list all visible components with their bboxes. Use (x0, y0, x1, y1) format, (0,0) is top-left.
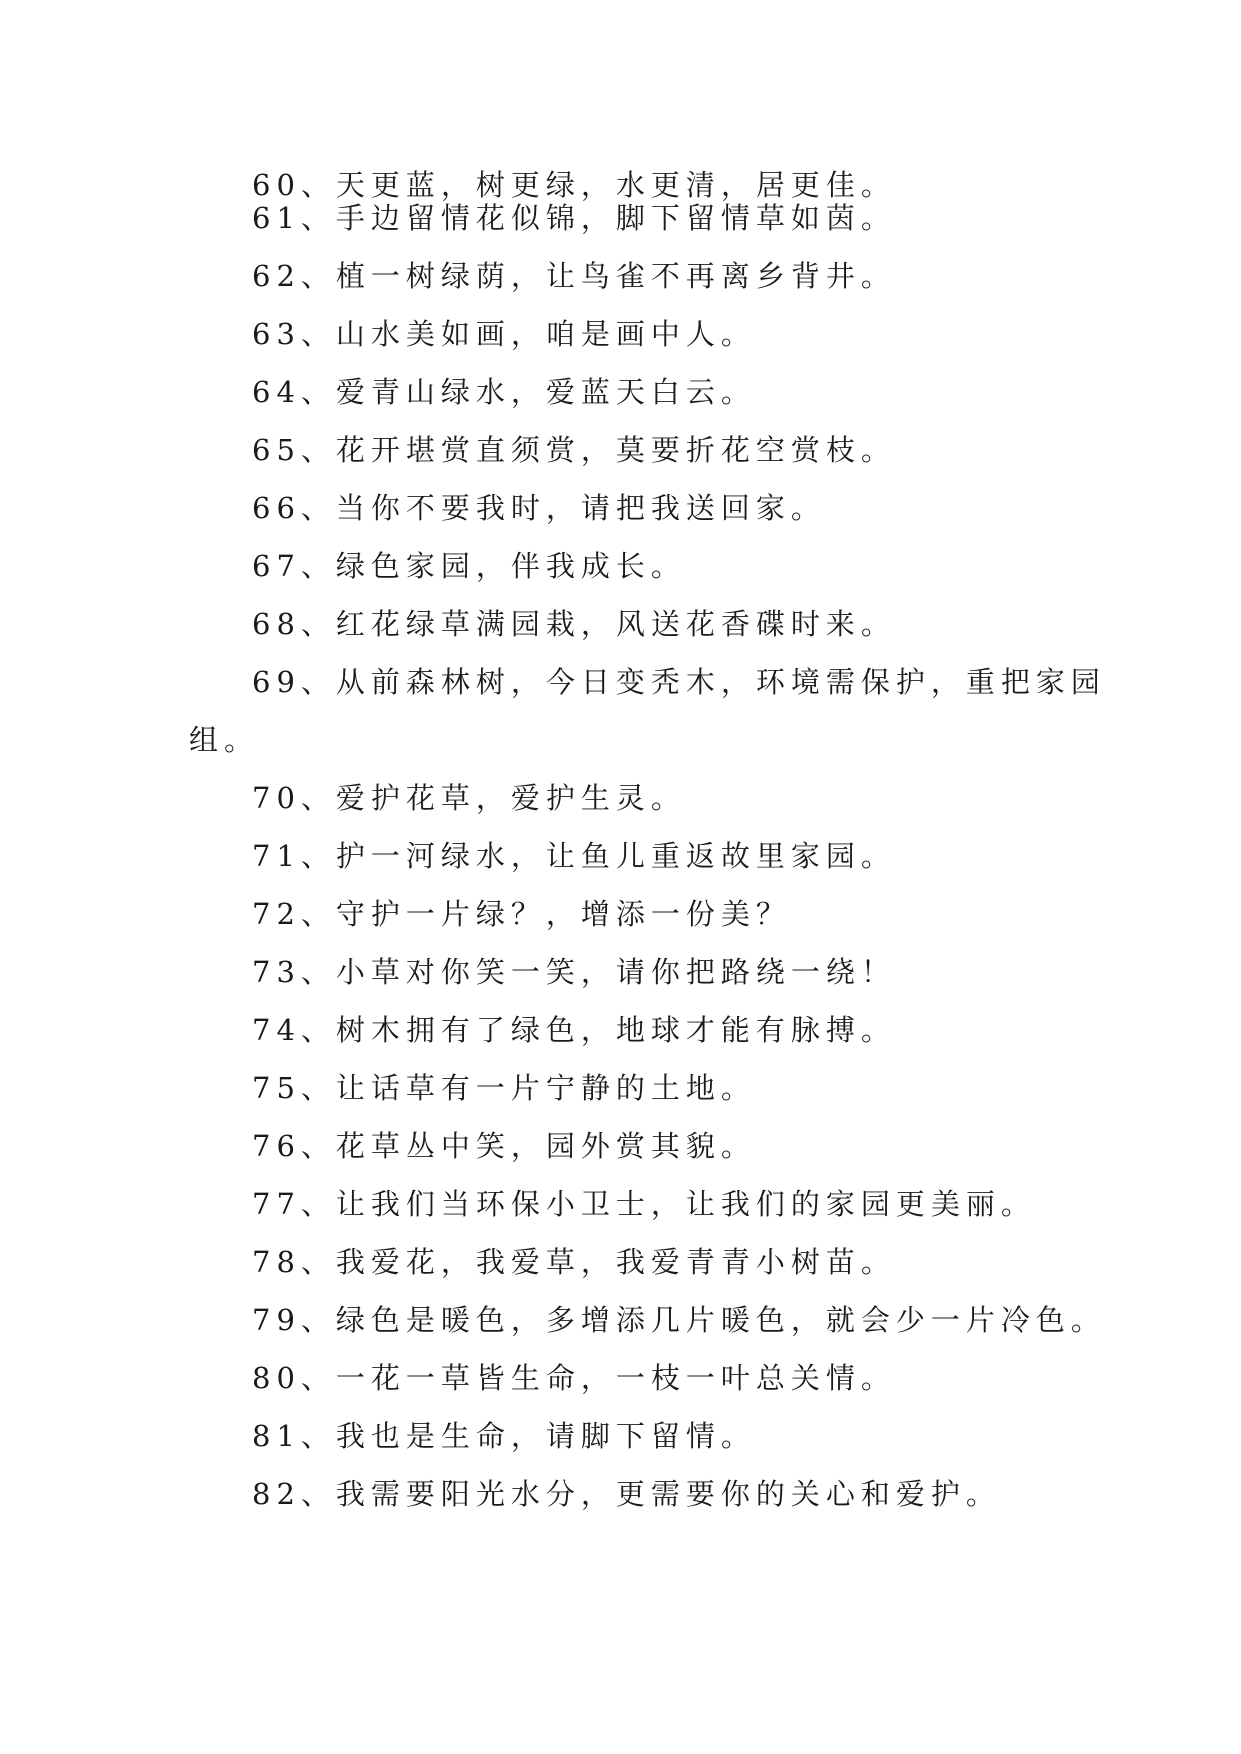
text-line: 组。 (189, 723, 260, 757)
text-line: 72、守护一片绿？，增添一份美？ (252, 897, 791, 931)
text-line: 73、小草对你笑一笑，请你把路绕一绕！ (252, 955, 896, 989)
text-line: 71、护一河绿水，让鱼儿重返故里家园。 (252, 839, 896, 873)
text-line: 77、让我们当环保小卫士，让我们的家园更美丽。 (252, 1187, 1036, 1221)
text-line: 75、让话草有一片宁静的土地。 (252, 1071, 756, 1105)
text-line: 64、爱青山绿水，爱蓝天白云。 (252, 375, 756, 409)
text-line: 79、绿色是暖色，多增添几片暖色，就会少一片冷色。 (252, 1303, 1106, 1337)
text-line: 80、一花一草皆生命，一枝一叶总关情。 (252, 1361, 896, 1395)
text-line: 81、我也是生命，请脚下留情。 (252, 1419, 756, 1453)
text-line: 76、花草丛中笑，园外赏其貌。 (252, 1129, 756, 1163)
text-line: 74、树木拥有了绿色，地球才能有脉搏。 (252, 1013, 896, 1047)
text-line: 70、爱护花草，爱护生灵。 (252, 781, 686, 815)
text-line: 68、红花绿草满园栽，风送花香碟时来。 (252, 607, 896, 641)
text-line: 60、天更蓝，树更绿，水更清，居更佳。 (252, 168, 896, 202)
text-line: 65、花开堪赏直须赏，莫要折花空赏枝。 (252, 433, 896, 467)
text-line: 67、绿色家园，伴我成长。 (252, 549, 686, 583)
text-line: 61、手边留情花似锦，脚下留情草如茵。 (252, 201, 896, 235)
text-line: 82、我需要阳光水分，更需要你的关心和爱护。 (252, 1477, 1001, 1511)
text-line: 66、当你不要我时，请把我送回家。 (252, 491, 826, 525)
text-line: 63、山水美如画，咱是画中人。 (252, 317, 756, 351)
text-line: 78、我爱花，我爱草，我爱青青小树苗。 (252, 1245, 896, 1279)
text-line: 69、从前森林树，今日变秃木，环境需保护，重把家园 (252, 665, 1106, 699)
text-line: 62、植一树绿荫，让鸟雀不再离乡背井。 (252, 259, 896, 293)
